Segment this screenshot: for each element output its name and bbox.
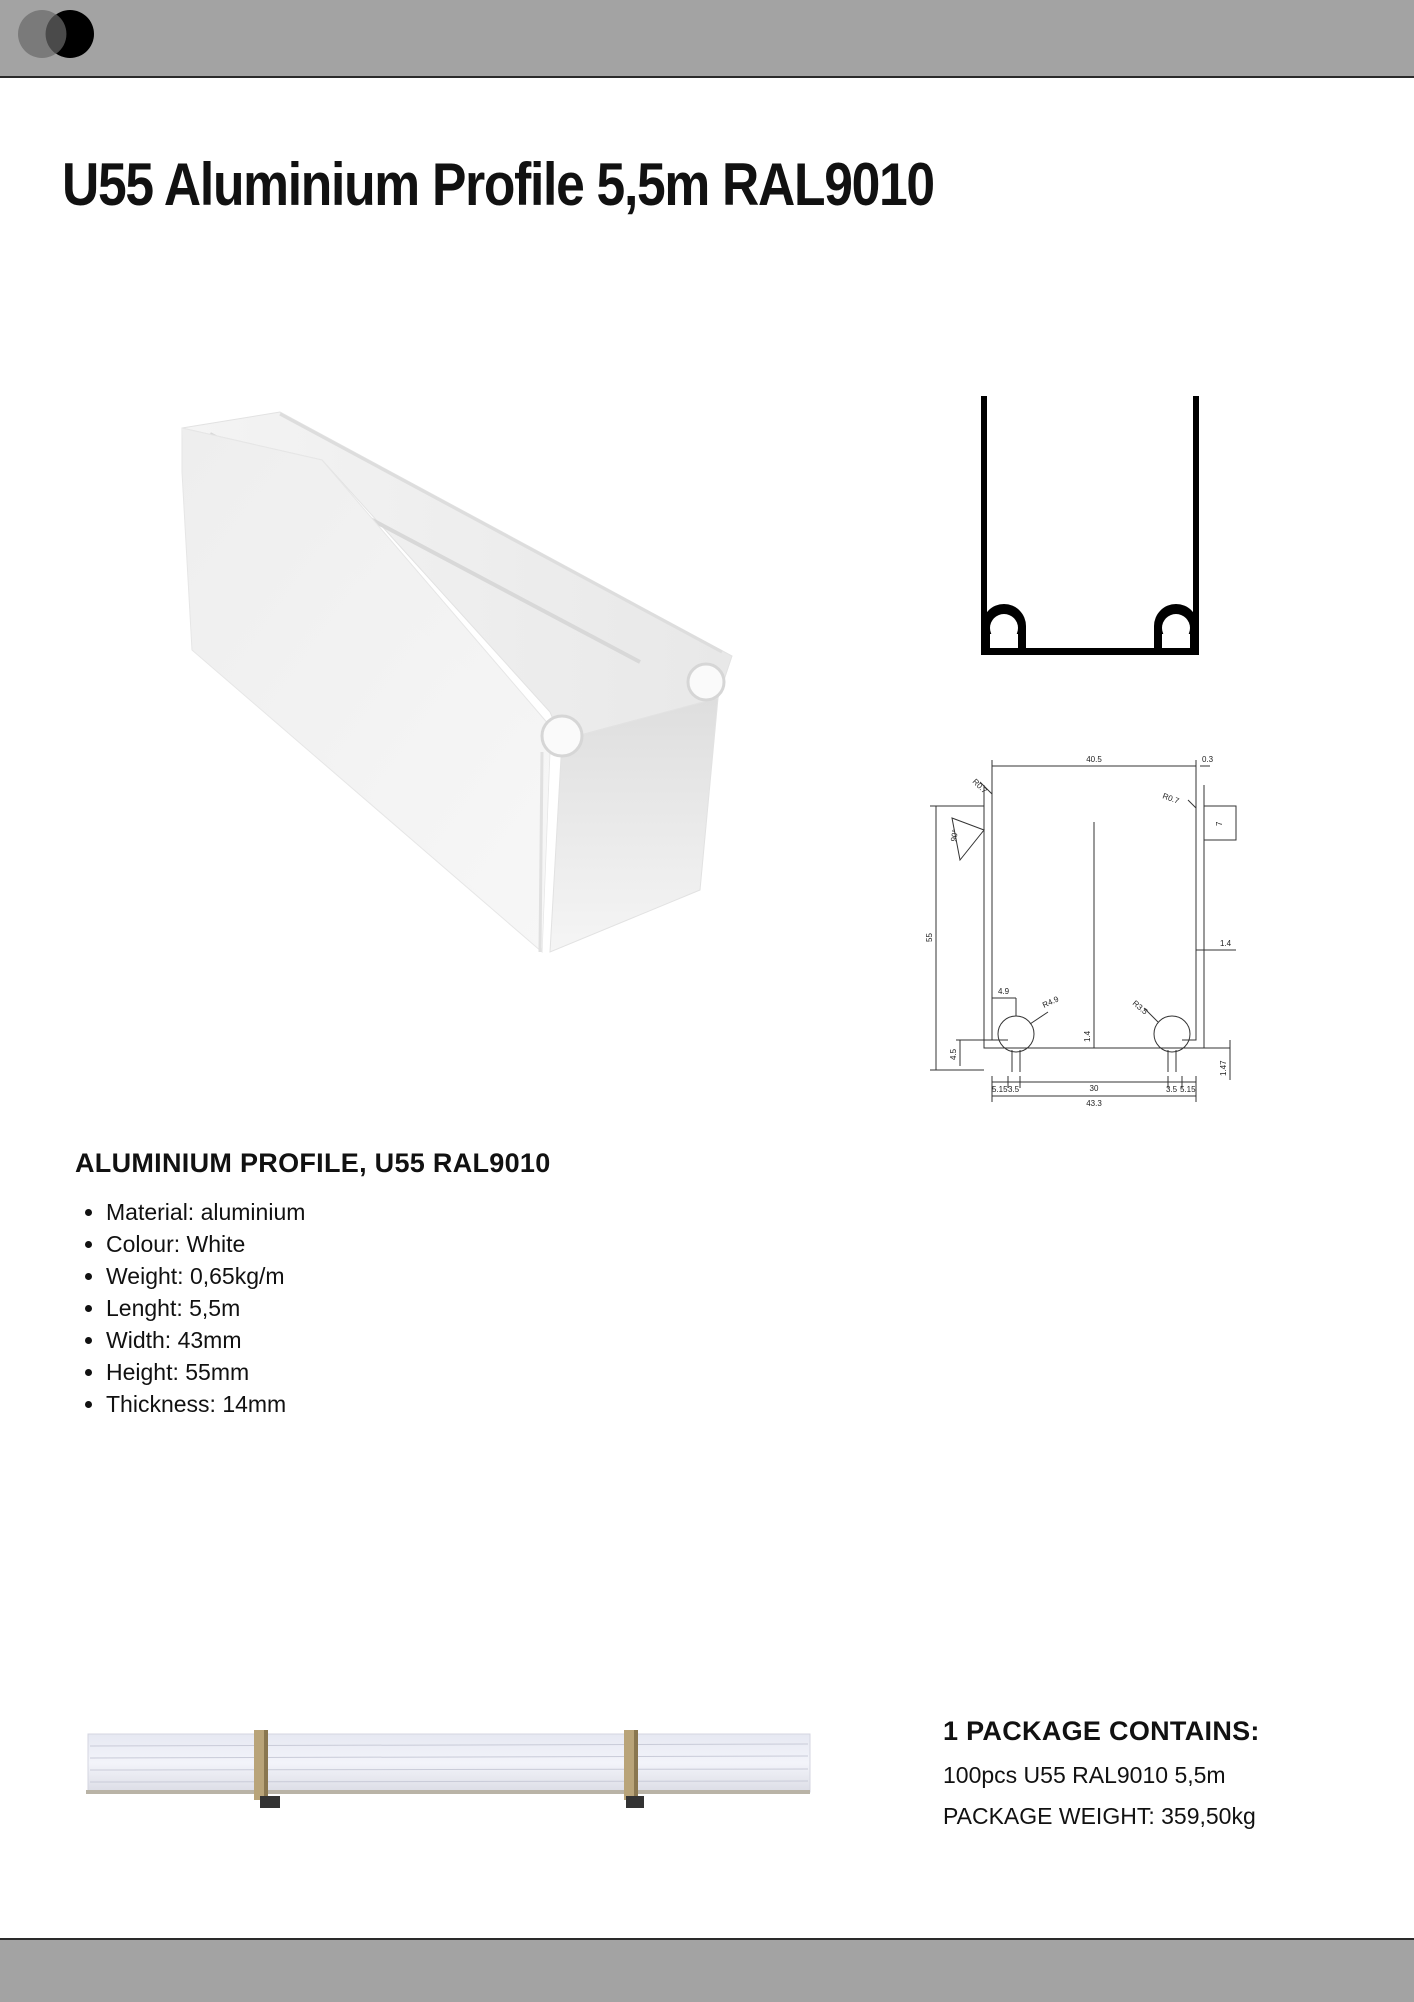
dim-label: 40.5 bbox=[1086, 755, 1102, 764]
dim-label: 7 bbox=[1215, 821, 1224, 826]
profile-cross-section-icon bbox=[970, 390, 1210, 660]
dim-label: 43.3 bbox=[1086, 1099, 1102, 1108]
dim-label: 5.15 bbox=[1180, 1085, 1196, 1094]
page-title: U55 Aluminium Profile 5,5m RAL9010 bbox=[62, 151, 934, 218]
brand-logo bbox=[18, 8, 102, 60]
dim-label: R3.5 bbox=[1130, 998, 1150, 1017]
spec-item-thickness: • Thickness: 14mm bbox=[106, 1388, 305, 1420]
technical-drawing bbox=[920, 750, 1250, 1120]
specs-list bbox=[75, 1196, 305, 1420]
spec-item-length: • Lenght: 5,5m bbox=[106, 1292, 305, 1324]
dim-label: 5.15 bbox=[992, 1085, 1008, 1094]
dim-label: R4.9 bbox=[1041, 994, 1061, 1010]
dim-label: 1.4 bbox=[1083, 1030, 1092, 1042]
spec-item-material: • Material: aluminium bbox=[106, 1196, 305, 1228]
spec-item-width: • Width: 43mm bbox=[106, 1324, 305, 1356]
footer-bar bbox=[0, 1938, 1414, 2002]
dim-label: 0.3 bbox=[1202, 755, 1214, 764]
package-heading: 1 PACKAGE CONTAINS: bbox=[943, 1716, 1260, 1746]
spec-item-colour: • Colour: White bbox=[106, 1228, 305, 1260]
spec-item-height: • Height: 55mm bbox=[106, 1356, 305, 1388]
profile-product-photo bbox=[170, 400, 740, 970]
spec-item-weight: • Weight: 0,65kg/m bbox=[106, 1260, 305, 1292]
dim-label: 55 bbox=[925, 933, 934, 942]
dim-label: 1.4 bbox=[1220, 939, 1232, 948]
package-weight: PACKAGE WEIGHT: 359,50kg bbox=[943, 1803, 1256, 1829]
header-bar bbox=[0, 0, 1414, 78]
dim-label: 1.47 bbox=[1219, 1060, 1228, 1076]
specs-heading: ALUMINIUM PROFILE, U55 RAL9010 bbox=[75, 1148, 551, 1178]
package-bundle-photo bbox=[86, 1722, 812, 1812]
dim-label: R0.7 bbox=[1161, 791, 1181, 806]
dim-label: 3.5 bbox=[1008, 1085, 1020, 1094]
dim-label: R0.7 bbox=[970, 777, 989, 796]
dim-label: 4.9 bbox=[998, 987, 1010, 996]
package-contents: 100pcs U55 RAL9010 5,5m bbox=[943, 1762, 1226, 1788]
dim-label: 4.5 bbox=[949, 1048, 958, 1060]
dim-label: 3.5 bbox=[1166, 1085, 1178, 1094]
dim-label: 90° bbox=[949, 828, 961, 843]
dim-label: 30 bbox=[1089, 1084, 1099, 1093]
